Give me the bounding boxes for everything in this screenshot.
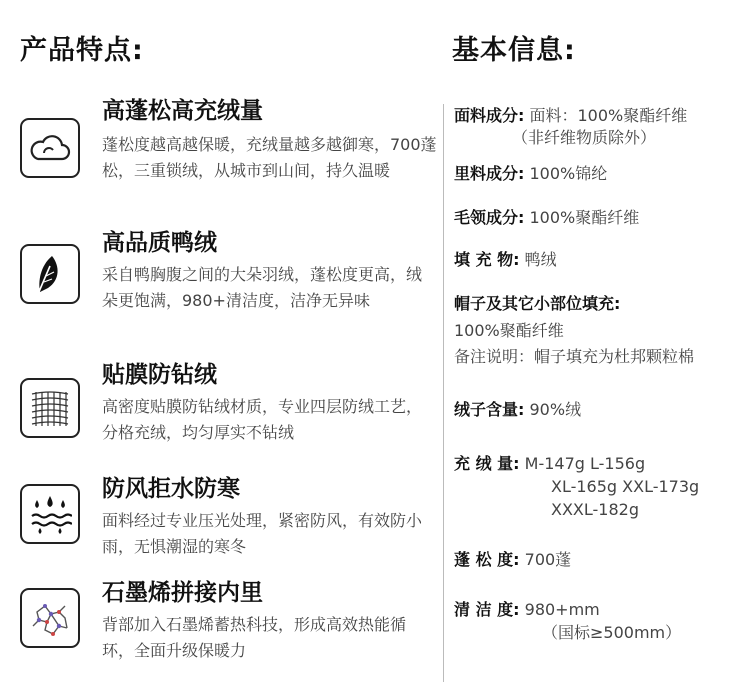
fabric-value: 面料：100%聚酯纤维 [529,106,688,125]
basic-info-heading: 基本信息: [452,35,576,66]
collar-label: 毛领成分: [454,208,525,227]
feature-item [20,574,440,674]
lining-value: 100%锦纶 [529,164,608,183]
hood-note: 备注说明：帽子填充为杜邦颗粒棉 [454,347,695,366]
lining-label: 里料成分: [454,164,525,183]
feature-desc: 蓬松度越高越保暖，充绒量越多越御寒，700蓬松，三重锁绒，从城市到山间，持久温暖 [102,135,437,180]
loft-row [454,548,571,571]
feather-icon [20,244,80,304]
feature-desc: 高密度贴膜防钻绒材质，专业四层防绒工艺，分格充绒，均匀厚实不钻绒 [102,397,423,442]
cleanliness-label: 清 洁 度: [454,600,520,619]
down-content-value: 90%绒 [529,400,582,419]
fill-weight-line1: M-147g L-156g [524,454,646,473]
loft-label: 蓬 松 度: [454,550,520,569]
feature-title: 贴膜防钻绒 [102,362,217,388]
cleanliness-note: （国标≥500mm） [542,623,682,642]
feature-title: 高蓬松高充绒量 [102,98,263,124]
feature-item [20,470,440,570]
fabric-mesh-icon [20,378,80,438]
feature-title: 石墨烯拼接内里 [102,580,263,606]
feature-desc: 背部加入石墨烯蓄热科技，形成高效热能循环，全面升级保暖力 [102,615,407,660]
down-content-label: 绒子含量: [454,400,525,419]
down-content-row [454,398,581,421]
lining-row [454,162,607,185]
cloud-icon [20,118,80,178]
fill-weight-line2: XL-165g XXL-173g [551,477,700,496]
fabric-row [454,104,687,127]
filling-value: 鸭绒 [524,250,557,269]
feature-item [20,224,440,344]
collar-row [454,206,639,229]
cleanliness-value: 980+mm [524,600,600,619]
column-divider [443,104,444,682]
graphene-molecule-icon [20,588,80,648]
hood-value: 100%聚酯纤维 [454,321,564,340]
feature-item [20,92,440,212]
feature-item [20,356,440,456]
collar-value: 100%聚酯纤维 [529,208,640,227]
feature-desc: 采自鸭胸腹之间的大朵羽绒，蓬松度更高，绒朵更饱满，980+清洁度，洁净无异味 [102,265,423,310]
cleanliness-row [454,598,600,621]
fill-weight-label: 充 绒 量: [454,454,520,473]
hood-label: 帽子及其它小部位填充: [454,294,621,313]
feature-desc: 面料经过专业压光处理，紧密防风，有效防小雨，无惧潮湿的寒冬 [102,511,423,556]
water-drops-icon [20,484,80,544]
loft-value: 700蓬 [524,550,572,569]
feature-title: 高品质鸭绒 [102,230,217,256]
fabric-note: （非纤维物质除外） [512,128,657,147]
feature-title: 防风拒水防寒 [102,476,240,502]
filling-row [454,248,557,271]
hood-row [454,292,620,315]
fill-weight-row [454,452,645,475]
fill-weight-line3: XXXL-182g [551,500,639,519]
filling-label: 填 充 物: [454,250,520,269]
fabric-label: 面料成分: [454,106,525,125]
features-heading: 产品特点: [20,35,144,66]
